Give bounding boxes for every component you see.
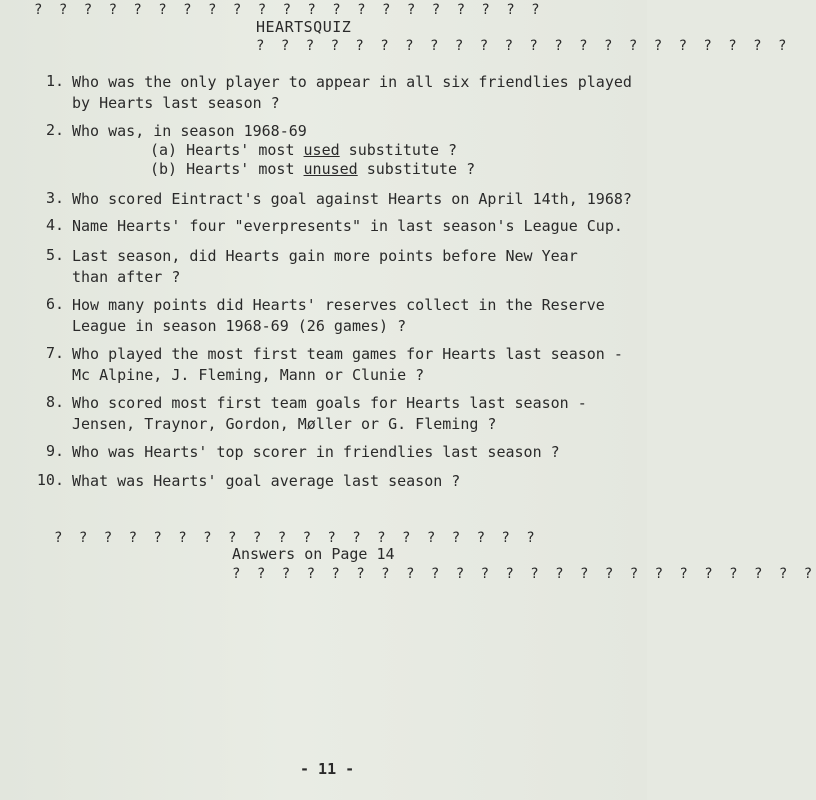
sub-question-a xyxy=(150,140,457,161)
question-text: How many points did Hearts' reserves collect in the Reserve xyxy=(72,296,605,314)
top-question-marks: ? ? ? ? ? ? ? ? ? ? ? ? ? ? ? ? ? ? ? ? ? xyxy=(34,2,544,18)
question-text: Last season, did Hearts gain more points before New Year xyxy=(72,247,578,265)
sub-question-text: substitute ? xyxy=(357,160,476,178)
question-number: 5. xyxy=(45,246,64,264)
question-text: League in season 1968-69 (26 games) ? xyxy=(72,317,407,335)
question-number: 8. xyxy=(45,393,64,411)
title-question-marks: ? ? ? ? ? ? ? ? ? ? ? ? ? ? ? ? ? ? ? ? ? ? xyxy=(256,38,791,54)
bottom-question-marks: ? ? ? ? ? ? ? ? ? ? ? ? ? ? ? ? ? ? ? ? xyxy=(54,530,539,546)
question-text: Jensen, Traynor, Gordon, Møller or G. Fleming ? xyxy=(72,415,497,433)
question-text: than after ? xyxy=(72,268,181,286)
question-text: Who was Hearts' top scorer in friendlies last season ? xyxy=(72,443,560,461)
question-text: Who was the only player to appear in all six friendlies played xyxy=(72,73,632,91)
sub-question-b xyxy=(150,159,475,180)
question-text: Who was, in season 1968-69 xyxy=(72,122,307,140)
page-number: - 11 - xyxy=(300,760,355,778)
question-number: 9. xyxy=(45,442,64,460)
question-number: 7. xyxy=(45,344,64,362)
question-text: Mc Alpine, J. Fleming, Mann or Clunie ? xyxy=(72,366,425,384)
question-text: by Hearts last season ? xyxy=(72,94,280,112)
underlined-word: unused xyxy=(303,160,358,178)
sub-question-text: substitute ? xyxy=(339,141,458,159)
question-number: 4. xyxy=(45,216,64,234)
question-text: What was Hearts' goal average last season ? xyxy=(72,472,461,490)
question-number: 3. xyxy=(45,189,64,207)
sub-question-text: (b) Hearts' most xyxy=(150,160,304,178)
question-text: Who played the most first team games for Hearts last season - xyxy=(72,345,623,363)
question-number: 6. xyxy=(45,295,64,313)
sub-question-text: (a) Hearts' most xyxy=(150,141,304,159)
underlined-word: used xyxy=(303,141,340,159)
question-number: 10. xyxy=(36,471,64,489)
question-text: Who scored Eintract's goal against Hearts on April 14th, 1968? xyxy=(72,190,632,208)
question-number: 2. xyxy=(45,121,64,139)
page-title: HEARTSQUIZ xyxy=(256,18,352,36)
answers-question-marks: ? ? ? ? ? ? ? ? ? ? ? ? ? ? ? ? ? ? ? ? ? ? ? ? xyxy=(232,566,816,582)
question-number: 1. xyxy=(45,72,64,90)
question-text: Who scored most first team goals for Hearts last season - xyxy=(72,394,587,412)
answers-note: Answers on Page 14 xyxy=(232,545,395,563)
question-text: Name Hearts' four "everpresents" in last season's League Cup. xyxy=(72,217,623,235)
